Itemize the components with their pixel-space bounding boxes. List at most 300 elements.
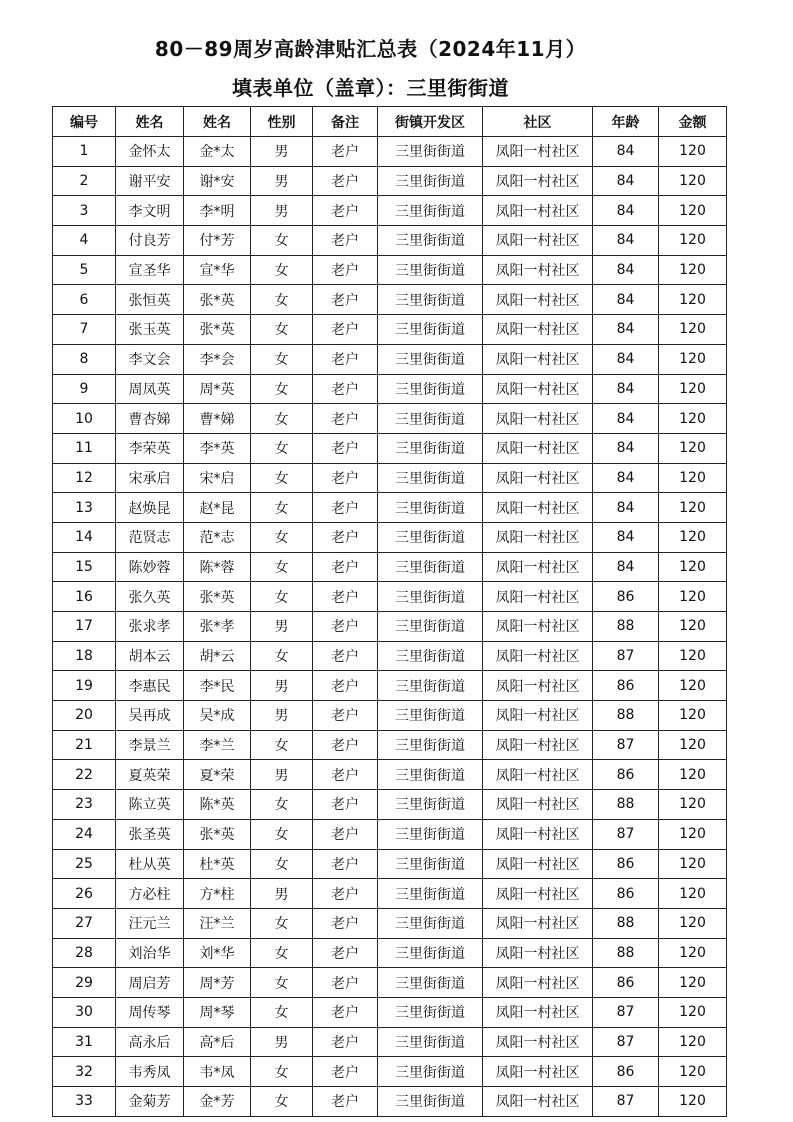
cell-name: 张求孝 bbox=[116, 612, 184, 642]
cell-amount: 120 bbox=[659, 730, 727, 760]
table-row bbox=[53, 374, 727, 404]
table-row bbox=[53, 196, 727, 226]
cell-age: 88 bbox=[593, 790, 659, 820]
cell-amount: 120 bbox=[659, 701, 727, 731]
cell-masked-name: 宋*启 bbox=[184, 463, 251, 493]
table-row bbox=[53, 493, 727, 523]
cell-age: 87 bbox=[593, 1027, 659, 1057]
cell-subdistrict: 三里街街道 bbox=[378, 819, 483, 849]
cell-remark: 老户 bbox=[313, 641, 378, 671]
cell-remark: 老户 bbox=[313, 344, 378, 374]
cell-age: 87 bbox=[593, 730, 659, 760]
cell-remark: 老户 bbox=[313, 730, 378, 760]
cell-age: 84 bbox=[593, 433, 659, 463]
cell-masked-name: 宣*华 bbox=[184, 255, 251, 285]
cell-amount: 120 bbox=[659, 196, 727, 226]
cell-amount: 120 bbox=[659, 315, 727, 345]
cell-gender: 女 bbox=[251, 582, 313, 612]
cell-masked-name: 李*英 bbox=[184, 433, 251, 463]
cell-amount: 120 bbox=[659, 1027, 727, 1057]
cell-number: 6 bbox=[53, 285, 116, 315]
cell-amount: 120 bbox=[659, 582, 727, 612]
cell-masked-name: 周*英 bbox=[184, 374, 251, 404]
cell-gender: 男 bbox=[251, 196, 313, 226]
cell-number: 4 bbox=[53, 226, 116, 256]
cell-remark: 老户 bbox=[313, 522, 378, 552]
cell-masked-name: 杜*英 bbox=[184, 849, 251, 879]
page-subtitle: 填表单位（盖章）：三里街街道 bbox=[232, 76, 509, 100]
cell-amount: 120 bbox=[659, 849, 727, 879]
cell-subdistrict: 三里街街道 bbox=[378, 671, 483, 701]
cell-amount: 120 bbox=[659, 1057, 727, 1087]
cell-gender: 女 bbox=[251, 433, 313, 463]
cell-gender: 男 bbox=[251, 760, 313, 790]
cell-remark: 老户 bbox=[313, 285, 378, 315]
table-row bbox=[53, 433, 727, 463]
table-row bbox=[53, 908, 727, 938]
cell-age: 84 bbox=[593, 552, 659, 582]
cell-name: 韦秀凤 bbox=[116, 1057, 184, 1087]
cell-number: 16 bbox=[53, 582, 116, 612]
table-row bbox=[53, 641, 727, 671]
table-row bbox=[53, 849, 727, 879]
cell-remark: 老户 bbox=[313, 374, 378, 404]
cell-gender: 女 bbox=[251, 344, 313, 374]
cell-remark: 老户 bbox=[313, 701, 378, 731]
cell-gender: 女 bbox=[251, 404, 313, 434]
cell-number: 9 bbox=[53, 374, 116, 404]
cell-gender: 女 bbox=[251, 522, 313, 552]
table-row bbox=[53, 1027, 727, 1057]
table-row bbox=[53, 1057, 727, 1087]
cell-remark: 老户 bbox=[313, 849, 378, 879]
cell-remark: 老户 bbox=[313, 1027, 378, 1057]
header-subdistrict: 街镇开发区 bbox=[378, 107, 483, 137]
cell-masked-name: 范*志 bbox=[184, 522, 251, 552]
cell-community: 凤阳一村社区 bbox=[483, 1087, 593, 1117]
cell-gender: 女 bbox=[251, 730, 313, 760]
cell-number: 3 bbox=[53, 196, 116, 226]
cell-name: 张恒英 bbox=[116, 285, 184, 315]
cell-age: 88 bbox=[593, 938, 659, 968]
cell-name: 高永后 bbox=[116, 1027, 184, 1057]
cell-name: 谢平安 bbox=[116, 166, 184, 196]
table-header bbox=[53, 107, 727, 137]
cell-amount: 120 bbox=[659, 790, 727, 820]
cell-subdistrict: 三里街街道 bbox=[378, 433, 483, 463]
cell-age: 86 bbox=[593, 671, 659, 701]
table-row bbox=[53, 137, 727, 167]
cell-community: 凤阳一村社区 bbox=[483, 1057, 593, 1087]
cell-subdistrict: 三里街街道 bbox=[378, 344, 483, 374]
cell-age: 84 bbox=[593, 493, 659, 523]
cell-age: 86 bbox=[593, 582, 659, 612]
cell-community: 凤阳一村社区 bbox=[483, 938, 593, 968]
cell-name: 杜从英 bbox=[116, 849, 184, 879]
cell-masked-name: 陈*英 bbox=[184, 790, 251, 820]
table-row bbox=[53, 938, 727, 968]
cell-masked-name: 李*明 bbox=[184, 196, 251, 226]
table-row bbox=[53, 344, 727, 374]
cell-remark: 老户 bbox=[313, 819, 378, 849]
cell-masked-name: 付*芳 bbox=[184, 226, 251, 256]
cell-age: 84 bbox=[593, 196, 659, 226]
cell-masked-name: 张*英 bbox=[184, 582, 251, 612]
cell-name: 宣圣华 bbox=[116, 255, 184, 285]
cell-age: 88 bbox=[593, 908, 659, 938]
cell-masked-name: 夏*荣 bbox=[184, 760, 251, 790]
cell-masked-name: 汪*兰 bbox=[184, 908, 251, 938]
cell-name: 方必柱 bbox=[116, 879, 184, 909]
table-row bbox=[53, 226, 727, 256]
table-row bbox=[53, 968, 727, 998]
cell-gender: 女 bbox=[251, 849, 313, 879]
cell-name: 胡本云 bbox=[116, 641, 184, 671]
cell-age: 84 bbox=[593, 137, 659, 167]
cell-name: 李文会 bbox=[116, 344, 184, 374]
cell-remark: 老户 bbox=[313, 908, 378, 938]
cell-community: 凤阳一村社区 bbox=[483, 760, 593, 790]
cell-community: 凤阳一村社区 bbox=[483, 226, 593, 256]
cell-community: 凤阳一村社区 bbox=[483, 968, 593, 998]
cell-community: 凤阳一村社区 bbox=[483, 701, 593, 731]
cell-masked-name: 金*芳 bbox=[184, 1087, 251, 1117]
cell-name: 李荣英 bbox=[116, 433, 184, 463]
cell-name: 范贤志 bbox=[116, 522, 184, 552]
cell-gender: 女 bbox=[251, 226, 313, 256]
cell-amount: 120 bbox=[659, 522, 727, 552]
cell-number: 2 bbox=[53, 166, 116, 196]
cell-number: 11 bbox=[53, 433, 116, 463]
table-row bbox=[53, 701, 727, 731]
cell-amount: 120 bbox=[659, 908, 727, 938]
cell-name: 汪元兰 bbox=[116, 908, 184, 938]
cell-masked-name: 赵*昆 bbox=[184, 493, 251, 523]
cell-amount: 120 bbox=[659, 671, 727, 701]
cell-name: 李惠民 bbox=[116, 671, 184, 701]
cell-remark: 老户 bbox=[313, 760, 378, 790]
table-row bbox=[53, 404, 727, 434]
cell-remark: 老户 bbox=[313, 1057, 378, 1087]
cell-name: 周启芳 bbox=[116, 968, 184, 998]
cell-amount: 120 bbox=[659, 938, 727, 968]
cell-age: 84 bbox=[593, 166, 659, 196]
cell-age: 84 bbox=[593, 522, 659, 552]
cell-name: 张玉英 bbox=[116, 315, 184, 345]
cell-community: 凤阳一村社区 bbox=[483, 315, 593, 345]
cell-community: 凤阳一村社区 bbox=[483, 196, 593, 226]
cell-subdistrict: 三里街街道 bbox=[378, 612, 483, 642]
header-number: 编号 bbox=[53, 107, 116, 137]
cell-community: 凤阳一村社区 bbox=[483, 641, 593, 671]
cell-community: 凤阳一村社区 bbox=[483, 1027, 593, 1057]
cell-age: 86 bbox=[593, 849, 659, 879]
cell-community: 凤阳一村社区 bbox=[483, 522, 593, 552]
cell-gender: 男 bbox=[251, 137, 313, 167]
cell-number: 32 bbox=[53, 1057, 116, 1087]
cell-community: 凤阳一村社区 bbox=[483, 433, 593, 463]
cell-community: 凤阳一村社区 bbox=[483, 255, 593, 285]
cell-amount: 120 bbox=[659, 285, 727, 315]
cell-age: 86 bbox=[593, 879, 659, 909]
cell-gender: 女 bbox=[251, 819, 313, 849]
cell-subdistrict: 三里街街道 bbox=[378, 404, 483, 434]
cell-masked-name: 韦*凤 bbox=[184, 1057, 251, 1087]
cell-masked-name: 张*英 bbox=[184, 315, 251, 345]
cell-number: 14 bbox=[53, 522, 116, 552]
cell-amount: 120 bbox=[659, 374, 727, 404]
cell-subdistrict: 三里街街道 bbox=[378, 255, 483, 285]
cell-name: 金怀太 bbox=[116, 137, 184, 167]
header-age: 年龄 bbox=[593, 107, 659, 137]
cell-age: 88 bbox=[593, 612, 659, 642]
cell-masked-name: 陈*蓉 bbox=[184, 552, 251, 582]
cell-number: 25 bbox=[53, 849, 116, 879]
cell-community: 凤阳一村社区 bbox=[483, 166, 593, 196]
header-masked-name: 姓名 bbox=[184, 107, 251, 137]
cell-subdistrict: 三里街街道 bbox=[378, 463, 483, 493]
cell-number: 5 bbox=[53, 255, 116, 285]
cell-remark: 老户 bbox=[313, 582, 378, 612]
table-body bbox=[53, 137, 727, 1117]
cell-age: 84 bbox=[593, 404, 659, 434]
cell-gender: 男 bbox=[251, 701, 313, 731]
cell-gender: 女 bbox=[251, 938, 313, 968]
cell-remark: 老户 bbox=[313, 404, 378, 434]
cell-subdistrict: 三里街街道 bbox=[378, 908, 483, 938]
cell-age: 84 bbox=[593, 374, 659, 404]
cell-subdistrict: 三里街街道 bbox=[378, 641, 483, 671]
cell-age: 84 bbox=[593, 255, 659, 285]
table-row bbox=[53, 255, 727, 285]
cell-age: 84 bbox=[593, 315, 659, 345]
cell-amount: 120 bbox=[659, 641, 727, 671]
cell-remark: 老户 bbox=[313, 166, 378, 196]
cell-masked-name: 胡*云 bbox=[184, 641, 251, 671]
table-row bbox=[53, 790, 727, 820]
cell-community: 凤阳一村社区 bbox=[483, 819, 593, 849]
cell-amount: 120 bbox=[659, 137, 727, 167]
cell-number: 23 bbox=[53, 790, 116, 820]
cell-subdistrict: 三里街街道 bbox=[378, 582, 483, 612]
cell-community: 凤阳一村社区 bbox=[483, 285, 593, 315]
cell-community: 凤阳一村社区 bbox=[483, 849, 593, 879]
table-row bbox=[53, 997, 727, 1027]
cell-subdistrict: 三里街街道 bbox=[378, 166, 483, 196]
cell-number: 20 bbox=[53, 701, 116, 731]
table-row bbox=[53, 1087, 727, 1117]
cell-name: 赵焕昆 bbox=[116, 493, 184, 523]
cell-name: 宋承启 bbox=[116, 463, 184, 493]
header-gender: 性别 bbox=[251, 107, 313, 137]
cell-age: 87 bbox=[593, 1087, 659, 1117]
cell-number: 29 bbox=[53, 968, 116, 998]
cell-amount: 120 bbox=[659, 552, 727, 582]
cell-community: 凤阳一村社区 bbox=[483, 730, 593, 760]
subsidy-table bbox=[52, 106, 727, 1117]
cell-gender: 男 bbox=[251, 879, 313, 909]
cell-number: 13 bbox=[53, 493, 116, 523]
cell-remark: 老户 bbox=[313, 196, 378, 226]
cell-gender: 女 bbox=[251, 493, 313, 523]
cell-gender: 女 bbox=[251, 552, 313, 582]
cell-subdistrict: 三里街街道 bbox=[378, 493, 483, 523]
cell-gender: 女 bbox=[251, 641, 313, 671]
header-row bbox=[53, 107, 727, 137]
cell-masked-name: 周*芳 bbox=[184, 968, 251, 998]
cell-gender: 女 bbox=[251, 997, 313, 1027]
cell-community: 凤阳一村社区 bbox=[483, 344, 593, 374]
cell-masked-name: 李*会 bbox=[184, 344, 251, 374]
cell-subdistrict: 三里街街道 bbox=[378, 552, 483, 582]
header-amount: 金额 bbox=[659, 107, 727, 137]
cell-gender: 男 bbox=[251, 671, 313, 701]
cell-number: 21 bbox=[53, 730, 116, 760]
cell-number: 1 bbox=[53, 137, 116, 167]
table-row bbox=[53, 671, 727, 701]
cell-remark: 老户 bbox=[313, 137, 378, 167]
cell-remark: 老户 bbox=[313, 493, 378, 523]
cell-number: 28 bbox=[53, 938, 116, 968]
cell-name: 陈妙蓉 bbox=[116, 552, 184, 582]
table-row bbox=[53, 166, 727, 196]
cell-name: 夏英荣 bbox=[116, 760, 184, 790]
cell-age: 84 bbox=[593, 344, 659, 374]
cell-number: 18 bbox=[53, 641, 116, 671]
cell-amount: 120 bbox=[659, 344, 727, 374]
cell-name: 吴再成 bbox=[116, 701, 184, 731]
cell-subdistrict: 三里街街道 bbox=[378, 938, 483, 968]
cell-name: 李景兰 bbox=[116, 730, 184, 760]
cell-remark: 老户 bbox=[313, 255, 378, 285]
cell-number: 12 bbox=[53, 463, 116, 493]
cell-gender: 女 bbox=[251, 285, 313, 315]
cell-amount: 120 bbox=[659, 404, 727, 434]
cell-subdistrict: 三里街街道 bbox=[378, 226, 483, 256]
cell-age: 84 bbox=[593, 463, 659, 493]
cell-number: 26 bbox=[53, 879, 116, 909]
cell-subdistrict: 三里街街道 bbox=[378, 1057, 483, 1087]
cell-community: 凤阳一村社区 bbox=[483, 879, 593, 909]
cell-subdistrict: 三里街街道 bbox=[378, 137, 483, 167]
cell-subdistrict: 三里街街道 bbox=[378, 1087, 483, 1117]
table-row bbox=[53, 582, 727, 612]
cell-subdistrict: 三里街街道 bbox=[378, 879, 483, 909]
cell-name: 周传琴 bbox=[116, 997, 184, 1027]
cell-age: 87 bbox=[593, 819, 659, 849]
cell-community: 凤阳一村社区 bbox=[483, 463, 593, 493]
cell-masked-name: 方*柱 bbox=[184, 879, 251, 909]
cell-subdistrict: 三里街街道 bbox=[378, 374, 483, 404]
cell-masked-name: 金*太 bbox=[184, 137, 251, 167]
cell-masked-name: 刘*华 bbox=[184, 938, 251, 968]
table-row bbox=[53, 819, 727, 849]
cell-age: 87 bbox=[593, 997, 659, 1027]
cell-amount: 120 bbox=[659, 255, 727, 285]
cell-subdistrict: 三里街街道 bbox=[378, 790, 483, 820]
cell-amount: 120 bbox=[659, 463, 727, 493]
table-row bbox=[53, 552, 727, 582]
cell-gender: 女 bbox=[251, 908, 313, 938]
cell-name: 付良芳 bbox=[116, 226, 184, 256]
cell-community: 凤阳一村社区 bbox=[483, 137, 593, 167]
cell-community: 凤阳一村社区 bbox=[483, 404, 593, 434]
table-row bbox=[53, 730, 727, 760]
cell-number: 24 bbox=[53, 819, 116, 849]
cell-amount: 120 bbox=[659, 819, 727, 849]
cell-name: 曹杏娣 bbox=[116, 404, 184, 434]
header-remark: 备注 bbox=[313, 107, 378, 137]
table-row bbox=[53, 760, 727, 790]
cell-number: 10 bbox=[53, 404, 116, 434]
cell-remark: 老户 bbox=[313, 433, 378, 463]
cell-subdistrict: 三里街街道 bbox=[378, 315, 483, 345]
cell-amount: 120 bbox=[659, 493, 727, 523]
header-name: 姓名 bbox=[116, 107, 184, 137]
cell-number: 19 bbox=[53, 671, 116, 701]
cell-masked-name: 谢*安 bbox=[184, 166, 251, 196]
table-row bbox=[53, 612, 727, 642]
cell-masked-name: 张*孝 bbox=[184, 612, 251, 642]
cell-age: 86 bbox=[593, 760, 659, 790]
cell-number: 17 bbox=[53, 612, 116, 642]
cell-subdistrict: 三里街街道 bbox=[378, 701, 483, 731]
cell-remark: 老户 bbox=[313, 1087, 378, 1117]
cell-subdistrict: 三里街街道 bbox=[378, 997, 483, 1027]
cell-number: 22 bbox=[53, 760, 116, 790]
cell-number: 31 bbox=[53, 1027, 116, 1057]
cell-number: 27 bbox=[53, 908, 116, 938]
cell-masked-name: 李*民 bbox=[184, 671, 251, 701]
table-row bbox=[53, 285, 727, 315]
cell-name: 李文明 bbox=[116, 196, 184, 226]
cell-masked-name: 张*英 bbox=[184, 285, 251, 315]
cell-name: 张圣英 bbox=[116, 819, 184, 849]
cell-community: 凤阳一村社区 bbox=[483, 612, 593, 642]
cell-subdistrict: 三里街街道 bbox=[378, 285, 483, 315]
cell-number: 33 bbox=[53, 1087, 116, 1117]
cell-remark: 老户 bbox=[313, 968, 378, 998]
page-title: 80－89周岁高龄津贴汇总表（2024年11月） bbox=[154, 37, 587, 61]
cell-community: 凤阳一村社区 bbox=[483, 908, 593, 938]
cell-remark: 老户 bbox=[313, 552, 378, 582]
cell-remark: 老户 bbox=[313, 938, 378, 968]
cell-amount: 120 bbox=[659, 433, 727, 463]
cell-amount: 120 bbox=[659, 612, 727, 642]
cell-remark: 老户 bbox=[313, 226, 378, 256]
cell-amount: 120 bbox=[659, 760, 727, 790]
cell-remark: 老户 bbox=[313, 879, 378, 909]
cell-subdistrict: 三里街街道 bbox=[378, 1027, 483, 1057]
cell-gender: 女 bbox=[251, 1087, 313, 1117]
cell-amount: 120 bbox=[659, 1087, 727, 1117]
cell-remark: 老户 bbox=[313, 612, 378, 642]
cell-age: 84 bbox=[593, 285, 659, 315]
cell-name: 金菊芳 bbox=[116, 1087, 184, 1117]
header-community: 社区 bbox=[483, 107, 593, 137]
cell-age: 88 bbox=[593, 701, 659, 731]
cell-gender: 女 bbox=[251, 790, 313, 820]
cell-community: 凤阳一村社区 bbox=[483, 493, 593, 523]
cell-community: 凤阳一村社区 bbox=[483, 790, 593, 820]
table-row bbox=[53, 879, 727, 909]
cell-community: 凤阳一村社区 bbox=[483, 552, 593, 582]
cell-age: 87 bbox=[593, 641, 659, 671]
cell-name: 陈立英 bbox=[116, 790, 184, 820]
cell-community: 凤阳一村社区 bbox=[483, 582, 593, 612]
cell-gender: 男 bbox=[251, 1027, 313, 1057]
cell-community: 凤阳一村社区 bbox=[483, 671, 593, 701]
